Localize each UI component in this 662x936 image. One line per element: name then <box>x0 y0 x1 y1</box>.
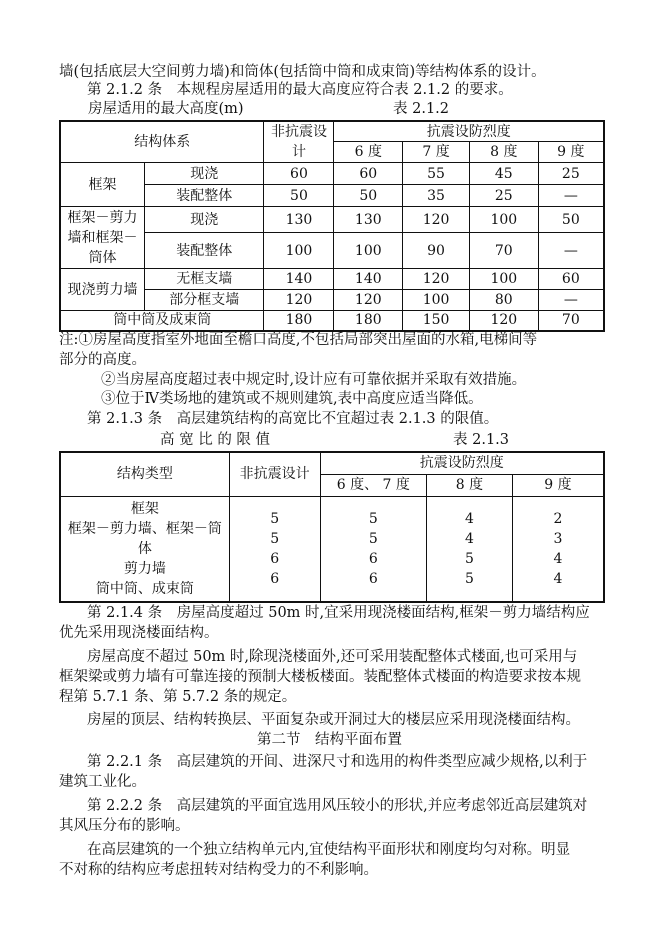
value-cell: 55 <box>403 163 470 185</box>
text-line: 优先采用现浇楼面结构。 <box>59 625 219 641</box>
value: 5 <box>465 570 474 587</box>
value-cell <box>512 496 604 602</box>
value-cell: 60 <box>538 269 604 290</box>
sub-cell: 无框支墙 <box>145 269 264 290</box>
value-cell: 60 <box>334 163 403 185</box>
value-cell: 50 <box>538 207 604 233</box>
header-nonseismic <box>264 121 334 163</box>
group-line: 框架－剪力 <box>67 209 138 226</box>
text-line: 框架梁或剪力墙有可靠连接的预制大楼板楼面。装配整体式楼面的构造要求按本规 <box>59 669 581 685</box>
text-line: 房屋的顶层、结构转换层、平面复杂或开洞过大的楼层应采用现浇楼面结构。 <box>87 712 580 728</box>
type-cell <box>60 496 229 602</box>
value: 4 <box>553 570 563 587</box>
value: 2 <box>553 510 563 527</box>
value-cell: 140 <box>334 269 403 290</box>
header-degree: 9 度 <box>512 474 604 496</box>
text-line: 第 2.2.2 条 高层建筑的平面宜选用风压较小的形状,并应考虑邻近高层建筑对 <box>87 798 588 814</box>
value-cell: 70 <box>538 311 604 331</box>
note-line: ③位于Ⅳ类场地的建筑或不规则建筑,表中高度应适当降低。 <box>101 391 483 407</box>
value-cell: — <box>538 290 604 311</box>
value: 5 <box>368 510 378 527</box>
type-line: 框架－剪力墙、框架－筒 <box>67 520 222 537</box>
value: 3 <box>553 530 563 547</box>
header-nonseismic-text: 非抗震设计 <box>270 124 327 160</box>
value-cell: 50 <box>334 185 403 207</box>
value: 5 <box>465 550 474 567</box>
table2-caption: 高 宽 比 的 限 值 <box>160 432 271 448</box>
text-line: 第 2.1.3 条 高层建筑结构的高宽比不宜超过表 2.1.3 的限值。 <box>87 411 499 427</box>
header-degree: 9 度 <box>538 142 604 163</box>
table2-number: 表 2.1.3 <box>453 432 510 448</box>
text-line: 第 2.2.1 条 高层建筑的开间、进深尺寸和选用的构件类型应减少规格,以利于 <box>87 754 588 770</box>
table1-caption: 房屋适用的最大高度(m) <box>88 101 244 117</box>
sub-cell: 装配整体 <box>145 185 264 207</box>
value-cell: 100 <box>469 269 538 290</box>
section-heading: 第二节 结构平面布置 <box>257 732 402 748</box>
value-cell: — <box>538 233 604 269</box>
max-height-table <box>59 120 605 332</box>
value-cell: 60 <box>264 163 334 185</box>
text-line: 第 2.1.2 条 本规程房屋适用的最大高度应符合表 2.1.2 的要求。 <box>87 82 513 98</box>
note-line: 注:①房屋高度指室外地面至檐口高度,不包括局部突出屋面的水箱,电梯间等 <box>59 332 538 348</box>
value-cell: 100 <box>264 233 334 269</box>
value-cell: 80 <box>469 290 538 311</box>
value: 4 <box>465 530 474 547</box>
value-cell: 140 <box>264 269 334 290</box>
group-cell: 现浇剪力墙 <box>60 269 145 311</box>
value-cell: 25 <box>538 163 604 185</box>
value-cell: 100 <box>469 207 538 233</box>
value-cell: — <box>538 185 604 207</box>
group-line: 墙和框架－ <box>67 229 138 246</box>
value: 6 <box>368 550 378 567</box>
header-degree: 6 度、 7 度 <box>320 474 427 496</box>
value-cell <box>320 496 427 602</box>
value: 6 <box>368 570 378 587</box>
group-cell <box>60 207 145 269</box>
sub-cell: 现浇 <box>145 207 264 233</box>
sub-cell: 现浇 <box>145 163 264 185</box>
value: 5 <box>270 510 280 527</box>
value: 5 <box>270 530 280 547</box>
value-cell: 120 <box>469 311 538 331</box>
text-line: 程第 5.7.1 条、第 5.7.2 条的规定。 <box>59 689 297 705</box>
header-degree: 7 度 <box>403 142 470 163</box>
value-cell: 120 <box>403 207 470 233</box>
value-cell: 120 <box>403 269 470 290</box>
aspect-ratio-table <box>59 451 605 603</box>
text-line: 其风压分布的影响。 <box>59 818 190 834</box>
value-cell: 100 <box>334 233 403 269</box>
text-line: 建筑工业化。 <box>59 774 146 790</box>
value-cell <box>427 496 513 602</box>
text-line: 墙(包括底层大空间剪力墙)和筒体(包括筒中筒和成束筒)等结构体系的设计。 <box>59 64 546 80</box>
value-cell: 180 <box>264 311 334 331</box>
table1-number: 表 2.1.2 <box>393 101 450 117</box>
value: 6 <box>270 550 280 567</box>
header-degree: 6 度 <box>334 142 403 163</box>
value-cell: 150 <box>403 311 470 331</box>
value-cell: 130 <box>334 207 403 233</box>
group-line: 筒体 <box>88 249 117 266</box>
value-cell: 120 <box>334 290 403 311</box>
value-cell: 70 <box>469 233 538 269</box>
value-cell: 25 <box>469 185 538 207</box>
group-cell: 框架 <box>60 163 145 207</box>
type-line: 筒中筒、成束筒 <box>95 580 194 597</box>
type-line: 框架 <box>130 500 159 517</box>
text-line: 房屋高度不超过 50m 时,除现浇楼面外,还可采用装配整体式楼面,也可采用与 <box>87 649 578 665</box>
value: 5 <box>368 530 378 547</box>
value-cell: 180 <box>334 311 403 331</box>
value-cell: 45 <box>469 163 538 185</box>
header-type: 结构类型 <box>60 452 229 496</box>
type-line: 剪力墙 <box>123 560 166 577</box>
header-degree: 8 度 <box>427 474 513 496</box>
header-degree: 8 度 <box>469 142 538 163</box>
type-line: 体 <box>137 540 152 557</box>
header-nonseismic: 非抗震设计 <box>229 452 320 496</box>
value-cell: 35 <box>403 185 470 207</box>
text-line: 不对称的结构应考虑扭转对结构受力的不利影响。 <box>59 862 378 878</box>
header-seismic: 抗震设防烈度 <box>334 121 604 142</box>
sub-cell: 装配整体 <box>145 233 264 269</box>
value-cell: 100 <box>403 290 470 311</box>
note-line: 部分的高度。 <box>59 352 146 368</box>
text-line: 在高层建筑的一个独立结构单元内,宜使结构平面形状和刚度均匀对称。明显 <box>87 842 571 858</box>
value-cell: 50 <box>264 185 334 207</box>
value-cell: 130 <box>264 207 334 233</box>
value-cell: 90 <box>403 233 470 269</box>
group-cell: 筒中筒及成束筒 <box>60 311 264 331</box>
value: 4 <box>465 510 474 527</box>
header-seismic: 抗震设防烈度 <box>320 452 604 474</box>
note-line: ②当房屋高度超过表中规定时,设计应有可靠依据并采取有效措施。 <box>101 372 527 388</box>
value-cell: 120 <box>264 290 334 311</box>
text-line: 第 2.1.4 条 房屋高度超过 50m 时,宜采用现浇楼面结构,框架－剪力墙结构应 <box>87 605 590 621</box>
header-system: 结构体系 <box>60 121 264 163</box>
value: 6 <box>270 570 280 587</box>
sub-cell: 部分框支墙 <box>145 290 264 311</box>
value: 4 <box>553 550 563 567</box>
value-cell <box>229 496 320 602</box>
